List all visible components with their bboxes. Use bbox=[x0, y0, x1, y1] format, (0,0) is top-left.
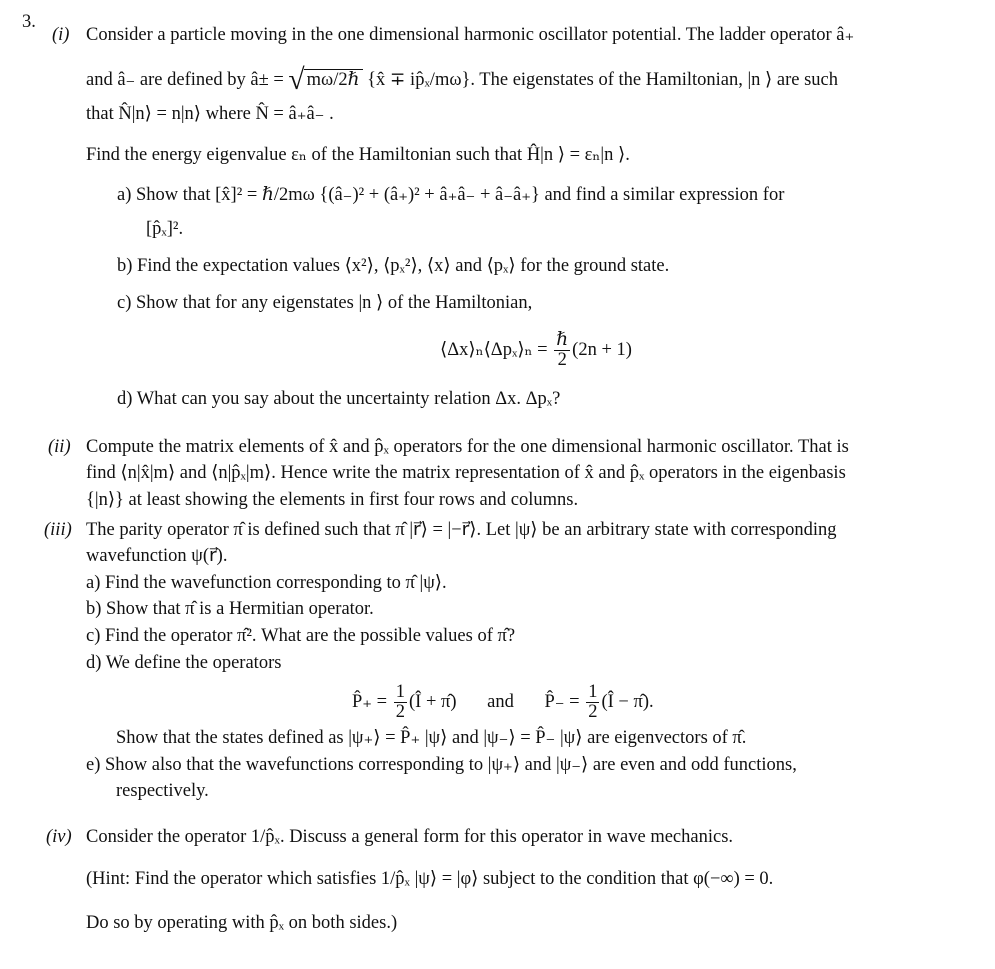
part-ii-line-1: Compute the matrix elements of x̂ and p̂ₓ operators for the one dimensional harmonic oscillator. That is bbox=[86, 437, 849, 457]
projector-and: and bbox=[487, 692, 514, 713]
part-ii-line-3: {|n⟩} at least showing the elements in first four rows and columns. bbox=[86, 490, 579, 510]
uncertainty-equation bbox=[440, 331, 632, 371]
part-i-line-1: Consider a particle moving in the one dimensional harmonic oscillator potential. The ladder operator â₊ bbox=[86, 25, 855, 45]
part-iv-text-b: . Discuss a general form for this operator in wave mechanics. bbox=[279, 827, 734, 847]
hbar-over-2: $\frac{\text{ℏ}}{2}$ bbox=[556, 330, 569, 371]
part-i-a-line-1: a) Show that [x̂]² = ℏ/2mω {(â₋)² + (â₊)² + â₊â₋ + â₋â₊} and find a similar expression for bbox=[117, 185, 785, 205]
part-iii-c: c) Find the operator π̂². What are the possible values of π̂? bbox=[86, 626, 516, 646]
part-i-c: c) Show that for any eigenstates |n ⟩ of the Hamiltonian, bbox=[117, 293, 533, 313]
part-iv-line-3: Do so by operating with p̂ₓ on both sides.) bbox=[86, 913, 398, 933]
projector-minus-lhs: P̂₋ = bbox=[544, 692, 585, 713]
part-iii-e-line-1: e) Show also that the wavefunctions corresponding to |ψ₊⟩ and |ψ₋⟩ are even and odd functions, bbox=[86, 755, 797, 775]
part-iii-d: d) We define the operators bbox=[86, 653, 282, 673]
sqrt-icon: √ bbox=[288, 64, 305, 96]
question-number: 3. bbox=[22, 12, 36, 32]
hint-text-a: (Hint: Find the operator which satisfies bbox=[86, 869, 381, 889]
projector-equations bbox=[352, 683, 654, 723]
hint-text-b: |ψ⟩ = |φ⟩ subject to the condition that φ(−∞) = 0. bbox=[409, 869, 774, 889]
ladder-def-text: and â₋ are defined by â± = bbox=[86, 70, 289, 90]
inverse-momentum-operator: 1/p̂ₓ bbox=[250, 827, 280, 847]
part-iv-line-1 bbox=[86, 827, 733, 848]
part-iv-line-2 bbox=[86, 869, 773, 890]
part-i-label: (i) bbox=[52, 25, 70, 45]
part-i-line-3: that N̂|n⟩ = n|n⟩ where N̂ = â₊â₋ . bbox=[86, 104, 334, 124]
part-iii-label: (iii) bbox=[44, 520, 72, 540]
part-i-line-4: Find the energy eigenvalue εₙ of the Hamiltonian such that Ĥ|n ⟩ = εₙ|n ⟩. bbox=[86, 145, 630, 165]
ladder-def-rest: {x̂ ∓ ip̂ₓ/mω}. The eigenstates of the Hamiltonian, |n ⟩ are such bbox=[367, 70, 839, 90]
hint-operator: 1/p̂ₓ bbox=[380, 869, 410, 889]
part-iii-e-line-2: respectively. bbox=[116, 781, 209, 801]
part-iv-text-a: Consider the operator bbox=[86, 827, 251, 847]
uncertainty-lhs: ⟨Δx⟩ₙ⟨Δpₓ⟩ₙ = bbox=[440, 340, 553, 361]
part-ii-label: (ii) bbox=[48, 437, 71, 457]
projector-plus-rhs: (Î + π̂) bbox=[409, 692, 457, 713]
sqrt-argument: mω/2ℏ bbox=[304, 69, 363, 91]
one-half-minus: $\frac{1}{2}$ bbox=[588, 682, 598, 723]
uncertainty-rhs: (2n + 1) bbox=[572, 340, 632, 361]
part-i-d: d) What can you say about the uncertainty relation Δx. Δpₓ? bbox=[117, 389, 561, 409]
projector-minus-rhs: (Î − π̂). bbox=[601, 692, 654, 713]
part-iii-line-2: wavefunction ψ(r⃗). bbox=[86, 546, 228, 566]
part-i-b: b) Find the expectation values ⟨x²⟩, ⟨pₓ²⟩, ⟨x⟩ and ⟨pₓ⟩ for the ground state. bbox=[117, 256, 670, 276]
one-half-plus: $\frac{1}{2}$ bbox=[395, 682, 405, 723]
part-i-a-line-2: [p̂ₓ]². bbox=[146, 219, 184, 239]
part-iii-a: a) Find the wavefunction corresponding to π̂ |ψ⟩. bbox=[86, 573, 447, 593]
part-iv-label: (iv) bbox=[46, 827, 72, 847]
part-iii-d-show: Show that the states defined as |ψ₊⟩ = P̂₊ |ψ⟩ and |ψ₋⟩ = P̂₋ |ψ⟩ are eigenvectors of π̂. bbox=[116, 728, 747, 748]
part-iii-b: b) Show that π̂ is a Hermitian operator. bbox=[86, 599, 374, 619]
part-ii-line-2: find ⟨n|x̂|m⟩ and ⟨n|p̂ₓ|m⟩. Hence write the matrix representation of x̂ and p̂ₓ operators in the eigenbasis bbox=[86, 463, 846, 483]
projector-plus-lhs: P̂₊ = bbox=[352, 692, 392, 713]
part-iii-line-1: The parity operator π̂ is defined such that π̂ |r⃗⟩ = |−r⃗⟩. Let |ψ⟩ be an arbitrary state with corresponding bbox=[86, 520, 837, 540]
part-i-line-2 bbox=[86, 63, 838, 97]
